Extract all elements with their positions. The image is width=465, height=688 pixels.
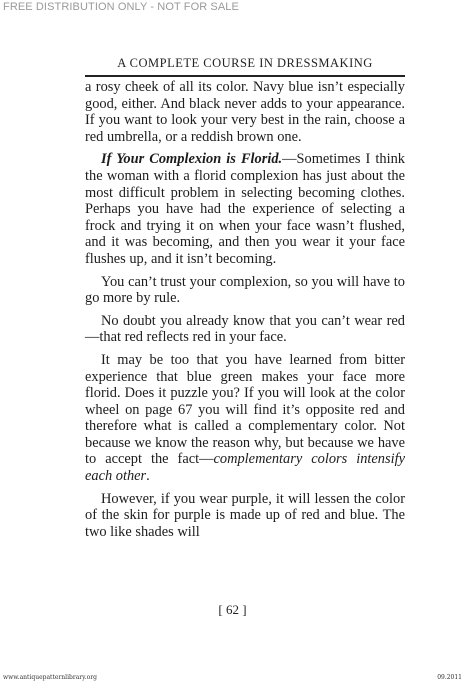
paragraph-blue-green-end: .: [146, 468, 150, 485]
header-rule: [85, 75, 405, 77]
paragraph-rule: You can’t trust your complexion, so you will have to go more by rule.: [85, 273, 405, 307]
paragraph-purple: However, if you wear purple, it will lessen the color of the skin for purple is made up of red and blue. The two like shades will: [85, 490, 405, 540]
paragraph-florid-text: —Sometimes I think the woman with a florid complexion has just about the most difficult problem in selecting becoming clothes. Perhaps you have had the experience of selecting a frock and trying it on when your face wasn’t flushed, and it was becoming, and then you wear it your face flushes up, and it isn’t becoming.: [85, 151, 405, 267]
running-head: A COMPLETE COURSE IN DRESSMAKING: [117, 56, 373, 70]
paragraph-blue-green: [85, 352, 405, 485]
section-subhead: If Your Complexion is Florid.: [101, 151, 283, 168]
body-text: [85, 79, 405, 546]
paragraph-red: No doubt you already know that you can’t wear red—that red reflects red in your face.: [85, 312, 405, 346]
footer-date: 09.2011: [437, 674, 462, 681]
page-number: [ 62 ]: [218, 602, 247, 617]
paragraph-blue-green-text: It may be too that you have learned from bitter experience that blue green makes your face more florid. Does it puzzle you? If you will look at the color wheel on page 67 you will find it’s opposite red and therefore what is called a complementary color. Not because we know the reason why, but because we have to accept the fact—: [85, 351, 405, 468]
watermark: FREE DISTRIBUTION ONLY - NOT FOR SALE: [3, 1, 239, 13]
paragraph-florid: [85, 151, 405, 267]
emphasis-text: complementary colors intensify each other: [85, 451, 405, 485]
paragraph-continued: a rosy cheek of all its color. Navy blue isn’t especially good, either. And black never adds to your appearance. If you want to look your very best in the rain, choose a red umbrella, or a reddish brown one.: [85, 79, 405, 145]
footer-url: www.antiquepatternlibrary.org: [3, 674, 97, 681]
